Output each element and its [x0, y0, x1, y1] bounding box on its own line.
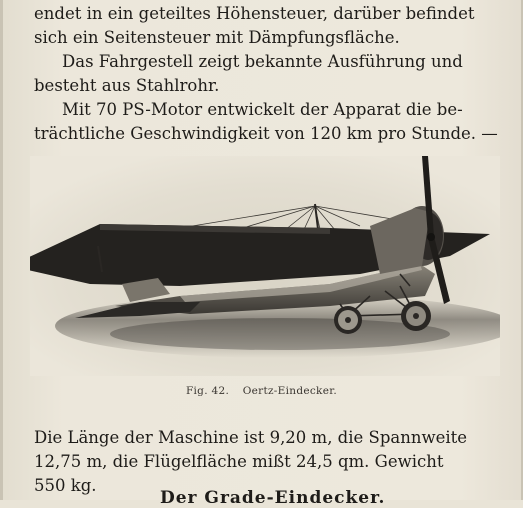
paragraph-engine-speed [34, 98, 498, 146]
text-line: trächtliche Geschwindigkeit von 120 km pro Stunde. — [34, 124, 498, 143]
next-section-heading: Der Grade-Eindecker. [160, 488, 386, 508]
text-line: endet in ein geteiltes Höhensteuer, darüber befindet [34, 4, 475, 23]
scan-edge-left [0, 0, 3, 500]
text-line: Das Fahrgestell zeigt bekannte Ausführung und [62, 52, 463, 71]
text-line: Die Länge der Maschine ist 9,20 m, die Spannweite [34, 428, 468, 447]
figure-caption [0, 385, 523, 397]
monoplane-photo [30, 156, 500, 376]
figure-aircraft-photo [30, 156, 500, 376]
text-line: sich ein Seitensteuer mit Dämpfungsfläche. [34, 28, 400, 47]
paragraph-tail-steering [34, 2, 488, 50]
figure-title: Oertz-Eindecker. [242, 385, 338, 397]
text-line: besteht aus Stahlrohr. [34, 76, 220, 95]
text-line: Mit 70 PS-Motor entwickelt der Apparat die be- [62, 100, 463, 119]
figure-number: Fig. 42. [185, 385, 230, 397]
text-line: 550 kg. [34, 476, 97, 495]
text-line: 12,75 m, die Flügelfläche mißt 24,5 qm. Gewicht [34, 452, 444, 471]
paragraph-landing-gear [34, 50, 488, 98]
